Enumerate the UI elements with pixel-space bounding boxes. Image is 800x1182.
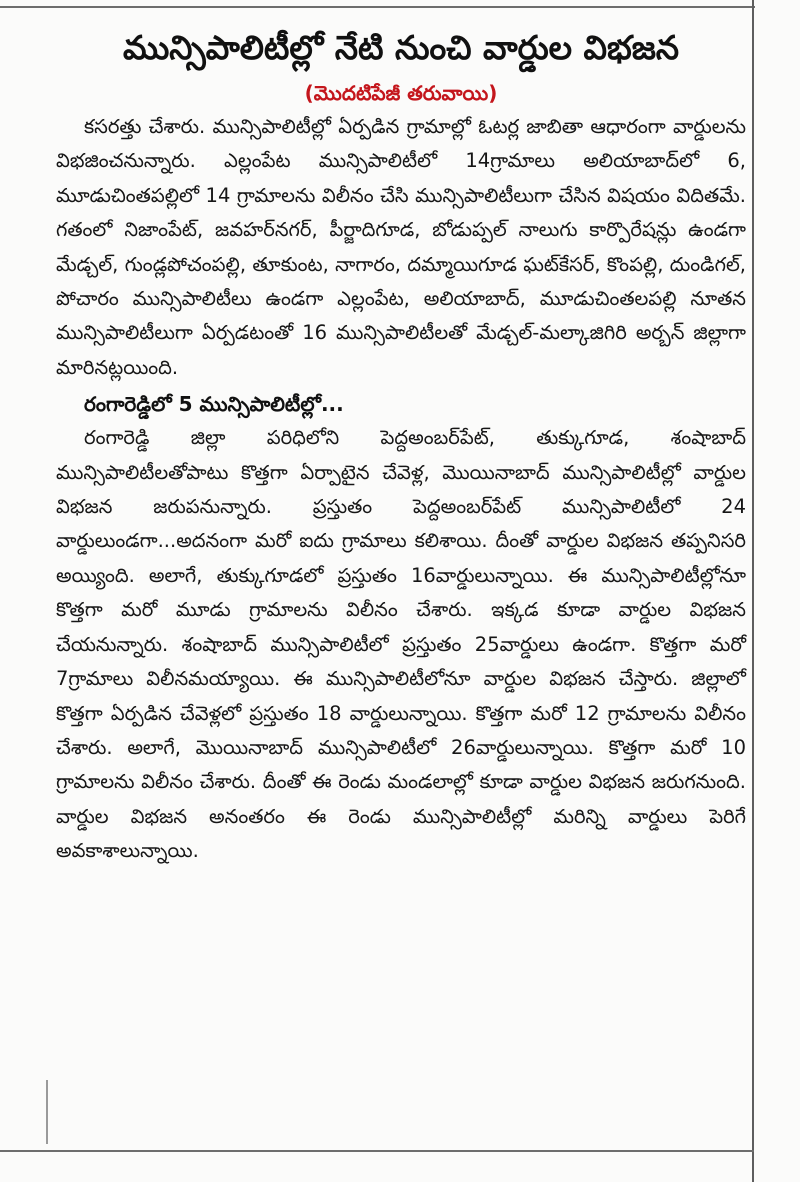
article (56, 22, 746, 869)
paragraph: రంగారెడ్డి జిల్లా పరిధిలోని పెద్దఅంబర్‌పేట్, తుక్కుగూడ, శంషాబాద్ మున్సిపాలిటీలతోపాటు కొత్తగా ఏర్పాటైన చేవెళ్ల, మొయినాబాద్ మున్సిపాలిటీల్లో వార్డుల విభజన జరుపనున్నారు. ప్రస్తుతం పెద్దఅంబర్‌పేట్ మున్సిపాలిటీలో 24 వార్డులుండగా...అదనంగా మరో ఐదు గ్రామాలు కలిశాయి. దీంతో వార్డుల విభజన తప్పనిసరి అయ్యింది. అలాగే, తుక్కుగూడలో ప్రస్తుతం 16వార్డులున్నాయి. ఈ మున్సిపాలిటీల్లోనూ కొత్తగా మరో మూడు గ్రామాలను విలీనం చేశారు. ఇక్కడ కూడా వార్డుల విభజన చేయనున్నారు. శంషాబాద్ మున్సిపాలిటీలో ప్రస్తుతం 25వార్డులు ఉండగా. కొత్తగా మరో 7గ్రామాలు విలీనమయ్యాయి. ఈ మున్సిపాలిటీలోనూ వార్డుల విభజన చేస్తారు. జిల్లాలో కొత్తగా ఏర్పడిన చేవెళ్లలో ప్రస్తుతం 18 వార్డులున్నాయి. కొత్తగా మరో 12 గ్రామాలను విలీనం చేశారు. అలాగే, మొయినాబాద్ మున్సిపాలిటీలో 26వార్డులున్నాయి. కొత్తగా మరో 10 గ్రామాలను విలీనం చేశారు. దీంతో ఈ రెండు మండలాల్లో కూడా వార్డుల విభజన జరుగనుంది. వార్డుల విభజన అనంతరం ఈ రెండు మున్సిపాలిటీల్లో మరిన్ని వార్డులు పెరిగే అవకాశాలున్నాయి. (56, 426, 746, 863)
left-divider (46, 1080, 48, 1144)
paragraph: కసరత్తు చేశారు. మున్సిపాలిటీల్లో ఏర్పడిన గ్రామాల్లో ఓటర్ల జాబితా ఆధారంగా వార్డులను విభజించనున్నారు. ఎల్లంపేట మున్సిపాలిటీలో 14గ్రామాలు అలియాబాద్‌లో 6, మూడుచింతపల్లిలో 14 గ్రామాలను విలీనం చేసి మున్సిపాలిటీలుగా చేసిన విషయం విదితమే. గతంలో నిజాంపేట్, జవహర్‌నగర్, పీర్జాదిగూడ, బోడుప్పల్ నాలుగు కార్పొరేషన్లు ఉండగా మేడ్చల్, గుండ్లపోచంపల్లి, తూకుంట, నాగారం, దమ్మాయిగూడ ఘట్‌కేసర్, కొంపల్లి, దుండిగల్, పోచారం మున్సిపాలిటీలు ఉండగా ఎల్లంపేట, అలియాబాద్, మూడుచింతలపల్లి నూతన మున్సిపాలిటీలుగా ఏర్పడటంతో 16 మున్సిపాలిటీలతో మేడ్చల్-మల్కాజిగిరి అర్బన్ జిల్లాగా మారినట్లయింది. (56, 115, 746, 379)
headline: మున్సిపాలిటీల్లో నేటి నుంచి వార్డుల విభజన (122, 28, 680, 67)
bottom-divider (0, 1150, 754, 1152)
article-body (56, 110, 746, 869)
continuation-note: (మొదటిపేజీ తరువాయి) (304, 81, 498, 105)
top-divider (0, 6, 755, 8)
column-divider (752, 0, 754, 1182)
subheading: రంగారెడ్డిలో 5 మున్సిపాలిటీల్లో... (84, 392, 344, 417)
